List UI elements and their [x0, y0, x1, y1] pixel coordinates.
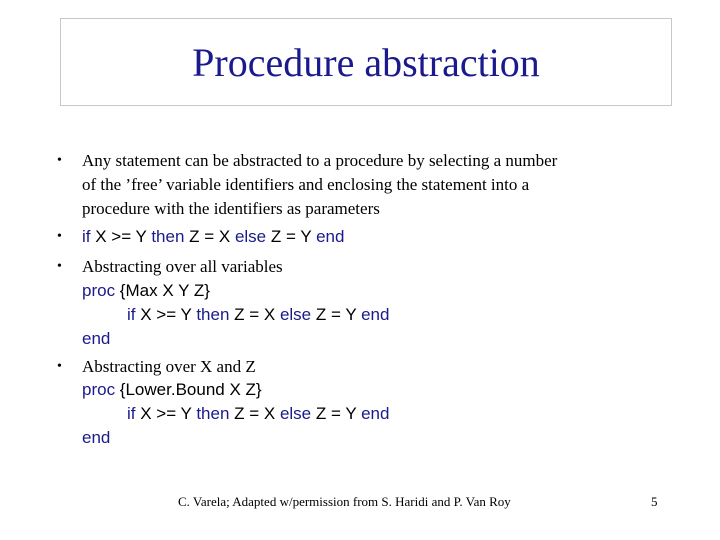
keyword-if: if: [127, 305, 136, 324]
slide-title: Procedure abstraction: [192, 39, 540, 85]
bullet-4-marker: •: [57, 359, 62, 374]
bullet-4-proc-end: end: [82, 428, 111, 447]
keyword-then: then: [196, 404, 230, 423]
keyword-then: then: [196, 305, 230, 324]
code-cond: X >= Y: [135, 404, 197, 423]
bullet-2-marker: •: [57, 229, 62, 244]
code-then: Z = X: [229, 404, 280, 423]
bullet-3-text: Abstracting over all variables: [82, 257, 283, 276]
bullet-3-marker: •: [57, 259, 62, 274]
keyword-end: end: [361, 305, 390, 324]
code-cond: X >= Y: [90, 227, 152, 246]
bullet-1-line-1: Any statement can be abstracted to a procedure by selecting a number: [82, 151, 558, 170]
code-else: Z = Y: [266, 227, 317, 246]
bullet-4-proc-head: [82, 378, 262, 402]
keyword-then: then: [151, 227, 185, 246]
keyword-proc: proc: [82, 380, 116, 399]
bullet-2-code: [82, 225, 344, 249]
keyword-proc: proc: [82, 281, 116, 300]
bullet-4-text: Abstracting over X and Z: [82, 357, 256, 376]
bullet-3-proc-body: [127, 303, 389, 327]
bullet-1-line-3: procedure with the identifiers as parameters: [82, 199, 380, 218]
bullet-3-proc-head: [82, 279, 210, 303]
code-then: Z = X: [184, 227, 235, 246]
code-else: Z = Y: [311, 404, 362, 423]
keyword-else: else: [279, 305, 312, 324]
bullet-1-marker: •: [57, 153, 62, 168]
code-else: Z = Y: [311, 305, 362, 324]
keyword-if: if: [82, 227, 91, 246]
code-cond: X >= Y: [135, 305, 197, 324]
keyword-end: end: [316, 227, 345, 246]
page-number: 5: [651, 494, 658, 509]
keyword-if: if: [127, 404, 136, 423]
proc-signature: {Max X Y Z}: [115, 281, 210, 300]
bullet-3-proc-end: end: [82, 329, 111, 348]
keyword-else: else: [279, 404, 312, 423]
proc-signature: {Lower.Bound X Z}: [115, 380, 262, 399]
code-then: Z = X: [229, 305, 280, 324]
keyword-end: end: [361, 404, 390, 423]
bullet-1-line-2: of the ’free’ variable identifiers and enclosing the statement into a: [82, 175, 530, 194]
keyword-else: else: [234, 227, 267, 246]
bullet-4-proc-body: [127, 402, 389, 426]
footer-credit: C. Varela; Adapted w/permission from S. Haridi and P. Van Roy: [178, 494, 511, 509]
